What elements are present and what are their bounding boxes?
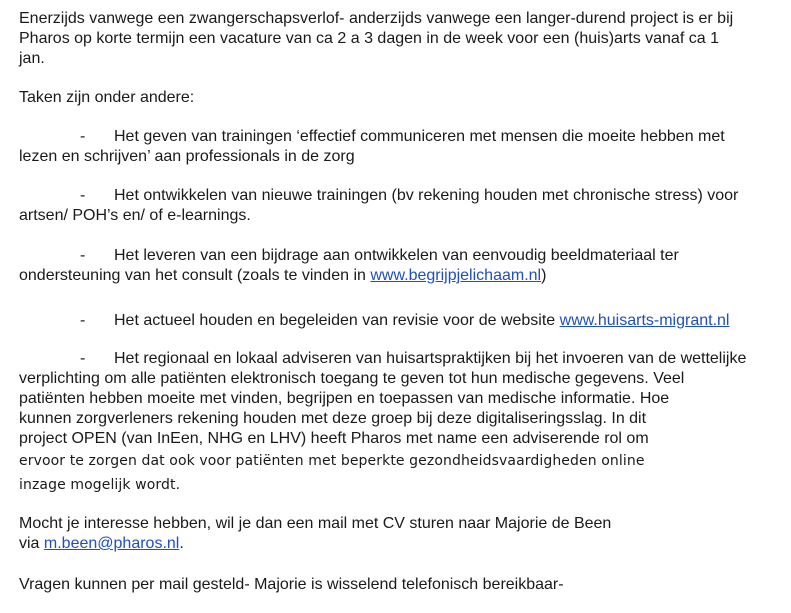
task-2-line-1: Het ontwikkelen van nieuwe trainingen (bv rekening houden met chronische stress) voor bbox=[114, 187, 739, 204]
task-5-line-6: ervoor te zorgen dat ook voor patiënten met beperkte gezondheidsvaardigheden online bbox=[19, 453, 645, 469]
intro-line-3: jan. bbox=[19, 50, 45, 67]
task-3-line-1: Het leveren van een bijdrage aan ontwikkelen van eenvoudig beeldmateriaal ter bbox=[114, 247, 679, 264]
intro-line-2: Pharos op korte termijn een vacature van ca 2 a 3 dagen in de week voor een (huis)arts vanaf ca 1 bbox=[19, 30, 719, 47]
contact-line-1: Mocht je interesse hebben, wil je dan een mail met CV sturen naar Majorie de Been bbox=[19, 515, 612, 532]
huisarts-migrant-link[interactable]: www.huisarts-migrant.nl bbox=[559, 312, 730, 329]
task-item-2 bbox=[19, 186, 779, 226]
task-5-line-3: patiënten hebben moeite met vinden, begrijpen en toepassen van medische informatie. Hoe bbox=[19, 390, 670, 407]
task-1-line-1: Het geven van trainingen ‘effectief communiceren met mensen die moeite hebben met bbox=[114, 128, 725, 145]
task-3-line-2-end: ) bbox=[541, 267, 547, 284]
bullet-dash: - bbox=[80, 187, 86, 204]
tasks-heading: Taken zijn onder andere: bbox=[19, 89, 195, 106]
questions-paragraph: Vragen kunnen per mail gesteld- Majorie is wisselend telefonisch bereikbaar- bbox=[19, 576, 564, 593]
email-link[interactable]: m.been@pharos.nl bbox=[43, 535, 180, 552]
bullet-dash: - bbox=[80, 350, 86, 367]
bullet-dash: - bbox=[80, 128, 86, 145]
task-item-3 bbox=[19, 246, 779, 286]
task-5-line-4: kunnen zorgverleners rekening houden met deze groep bij deze digitaliseringsslag. In dit bbox=[19, 410, 647, 427]
task-item-4 bbox=[19, 311, 779, 331]
task-5-line-7: inzage mogelijk wordt. bbox=[19, 477, 181, 493]
task-1-line-2: lezen en schrijven’ aan professionals in de zorg bbox=[19, 148, 355, 165]
task-5-line-1: Het regionaal en lokaal adviseren van huisartspraktijken bij het invoeren van de wettelijke bbox=[114, 350, 747, 367]
task-2-line-2: artsen/ POH’s en/ of e-learnings. bbox=[19, 207, 251, 224]
bullet-dash: - bbox=[80, 312, 86, 329]
contact-line-2-text: via bbox=[19, 535, 44, 552]
begrijpjelichaam-link[interactable]: www.begrijpjelichaam.nl bbox=[370, 267, 542, 284]
contact-paragraph bbox=[19, 514, 779, 554]
task-3-line-2-text: ondersteuning van het consult (zoals te vinden in bbox=[19, 267, 371, 284]
task-item-1 bbox=[19, 127, 779, 167]
bullet-dash: - bbox=[80, 247, 86, 264]
contact-line-2-end: . bbox=[179, 535, 184, 552]
intro-paragraph bbox=[19, 9, 779, 69]
task-5-line-2: verplichting om alle patiënten elektronisch toegang te geven tot hun medische gegevens. Veel bbox=[19, 370, 685, 387]
task-4-line-1-text: Het actueel houden en begeleiden van revisie voor de website bbox=[114, 312, 560, 329]
task-item-5 bbox=[19, 349, 779, 497]
intro-line-1: Enerzijds vanwege een zwangerschapsverlof- anderzijds vanwege een langer-durend project is er bij bbox=[19, 10, 734, 27]
task-5-line-5: project OPEN (van InEen, NHG en LHV) heeft Pharos met name een adviserende rol om bbox=[19, 430, 649, 447]
